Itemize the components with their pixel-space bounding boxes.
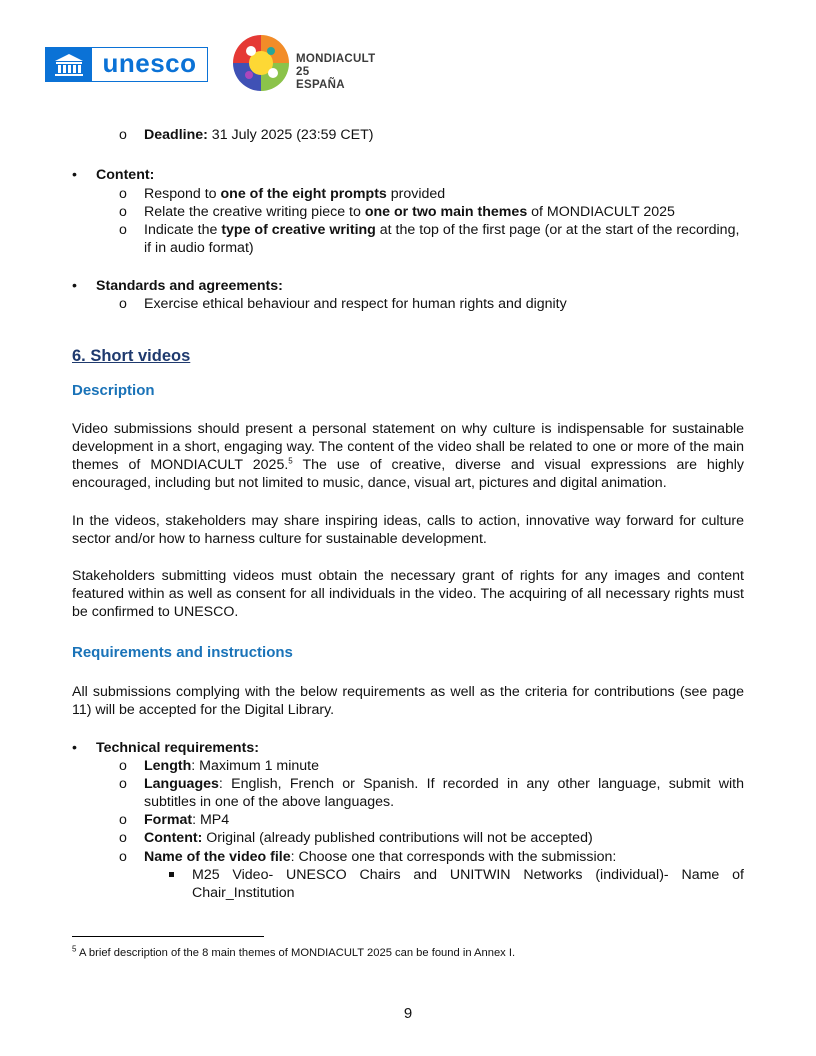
tech-heading: Technical requirements:: [96, 740, 259, 756]
content-item-2-pre: Relate the creative writing piece to: [144, 204, 365, 220]
languages-item: [144, 775, 744, 811]
content-item-3: [144, 221, 739, 239]
standards-heading: Standards and agreements:: [96, 278, 283, 294]
format-label: Format: [144, 812, 193, 828]
length-label: Length: [144, 758, 192, 774]
para1-text: Video submissions should present a personal statement on why culture is indispensable for sustainable development in a short, engaging way. The content of the video shall be related to one or more of the main themes of MONDIACULT 2025.: [72, 421, 744, 473]
content-item-3-pre: Indicate the: [144, 222, 222, 238]
description-paragraph-3: Stakeholders submitting videos must obtain the necessary grant of rights for any images and content featured within as well as consent for all individuals in the video. The acquiring of all necessary rights must be confirmed to UNESCO.: [72, 568, 744, 620]
format-item: [144, 811, 229, 829]
page-number: 9: [403, 1005, 413, 1022]
length-text: : Maximum 1 minute: [191, 758, 320, 774]
description-paragraph-2: In the videos, stakeholders may share inspiring ideas, calls to action, innovative way forward for culture sector and/or how to harness culture for sustainable development.: [72, 513, 744, 547]
unesco-temple-icon: [46, 48, 92, 81]
circle-bullet-icon: o: [119, 830, 127, 846]
mondiacult-logo-text: [296, 53, 375, 92]
filename-text: : Choose one that corresponds with the submission:: [290, 849, 617, 865]
filename-label: Name of the video file: [144, 849, 291, 865]
languages-label: Languages: [144, 776, 219, 792]
footnote-number: 5: [72, 944, 77, 954]
circle-bullet-icon: o: [119, 849, 127, 865]
content-item-3-bold: type of creative writing: [221, 222, 376, 238]
para1-rest: The use of creative, diverse and visual expressions are highly encouraged, including but not limited to music, dance, visual art, pictures and digital animation.: [72, 457, 745, 491]
content-req-text: Original (already published contributions will not be accepted): [202, 830, 593, 846]
unesco-logo-text: unesco: [102, 47, 197, 78]
section-title: 6. Short videos: [72, 347, 191, 365]
content-item-1-post: provided: [386, 186, 446, 202]
deadline-line: [144, 126, 373, 144]
circle-bullet-icon: o: [119, 758, 127, 774]
mondiacult-line1: MONDIACULT 25: [296, 53, 376, 78]
circle-bullet-icon: o: [119, 296, 127, 312]
unesco-logo: [45, 47, 208, 82]
requirements-heading: Requirements and instructions: [72, 644, 293, 661]
footnote-ref: 5: [288, 456, 293, 466]
footnote-divider: [72, 936, 264, 937]
circle-bullet-icon: o: [119, 812, 127, 828]
circle-bullet-icon: o: [119, 186, 127, 202]
deadline-label: Deadline:: [144, 127, 208, 143]
content-heading: Content:: [96, 167, 155, 183]
content-item-2: [144, 203, 675, 221]
bullet-icon: •: [72, 167, 77, 183]
bullet-icon: •: [72, 278, 77, 294]
content-req-label: Content:: [144, 830, 203, 846]
content-req-item: [144, 829, 593, 847]
mondiacult-line2: ESPAÑA: [296, 79, 345, 91]
footnote: [72, 946, 515, 960]
circle-bullet-icon: o: [119, 222, 127, 238]
circle-bullet-icon: o: [119, 776, 127, 792]
description-paragraph-1: [72, 420, 744, 492]
circle-bullet-icon: o: [119, 204, 127, 220]
deadline-text: 31 July 2025 (23:59 CET): [207, 127, 374, 143]
square-bullet-icon: [169, 872, 174, 877]
content-item-1-bold: one of the eight prompts: [220, 186, 387, 202]
footnote-text: A brief description of the 8 main themes of MONDIACULT 2025 can be found in Annex I.: [76, 947, 516, 959]
content-item-2-bold: one or two main themes: [364, 204, 528, 220]
requirements-paragraph: All submissions complying with the below requirements as well as the criteria for contributions (see page 11) will be accepted for the Digital Library.: [72, 684, 744, 718]
content-item-3-cont: if in audio format): [144, 240, 254, 256]
length-item: [144, 757, 319, 775]
content-item-2-post: of MONDIACULT 2025: [527, 204, 675, 220]
standards-item-1: Exercise ethical behaviour and respect for human rights and dignity: [144, 296, 567, 312]
filename-item: [144, 848, 616, 866]
mondiacult-logo-icon: [231, 33, 291, 93]
description-heading: Description: [72, 382, 155, 399]
content-item-3-post: at the top of the first page (or at the start of the recording,: [375, 222, 740, 238]
format-text: : MP4: [192, 812, 230, 828]
circle-bullet-icon: o: [119, 127, 127, 143]
content-item-1: [144, 185, 445, 203]
filename-option-1: M25 Video- UNESCO Chairs and UNITWIN Networks (individual)- Name of Chair_Institution: [192, 867, 744, 901]
content-item-1-pre: Respond to: [144, 186, 221, 202]
languages-text: : English, French or Spanish. If recorded in any other language, submit with subtitles in one of the above languages.: [144, 776, 744, 810]
bullet-icon: •: [72, 740, 77, 756]
